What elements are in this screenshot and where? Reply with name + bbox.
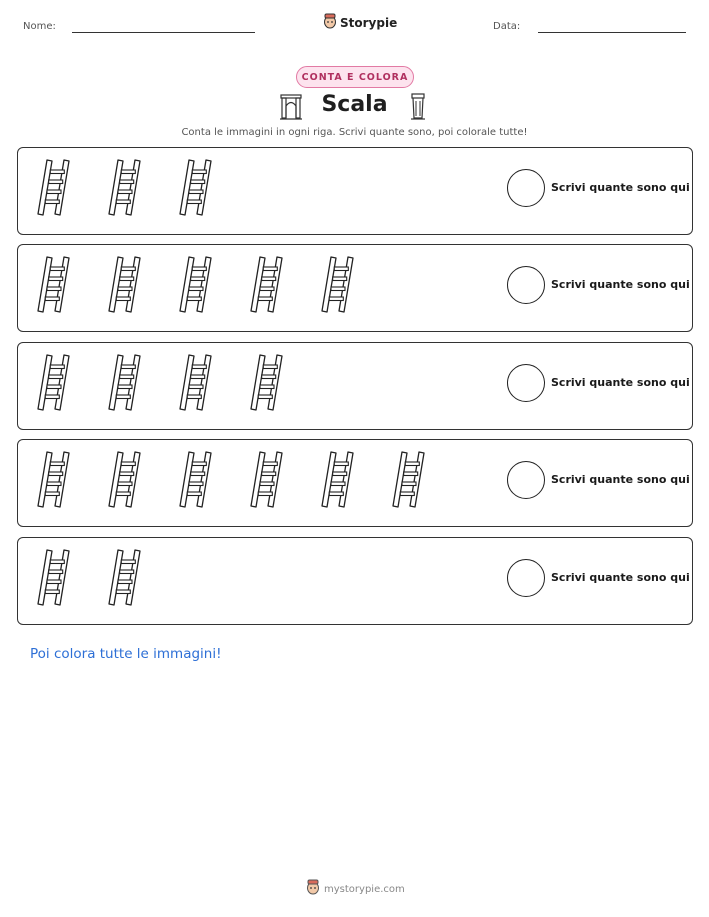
counting-row-2: [17, 244, 693, 332]
ladder-icon: [104, 158, 144, 218]
ladder-icon: [246, 353, 286, 413]
counting-row-5: [17, 537, 693, 625]
footer-url: mystorypie.com: [324, 883, 405, 895]
ladder-icon: [33, 255, 73, 315]
ladder-icon: [175, 158, 215, 218]
ladder-icon: [104, 548, 144, 608]
date-line: [538, 32, 686, 33]
answer-circle[interactable]: [507, 559, 545, 597]
name-label: Nome:: [23, 21, 56, 32]
brand-name: Storypie: [340, 16, 398, 30]
answer-label: Scrivi quante sono qui: [551, 278, 690, 291]
worksheet-header: [0, 0, 709, 50]
instructions: Conta le immagini in ogni riga. Scrivi quante sono, poi colorale tutte!: [181, 127, 528, 138]
tower-icon: [408, 92, 428, 124]
brand-logo: [323, 13, 397, 33]
footer-brand: [306, 879, 405, 899]
title-row: [0, 90, 709, 124]
storypie-logo-icon: [306, 879, 320, 899]
ladder-icon: [33, 158, 73, 218]
ladder-icon: [388, 450, 428, 510]
footer-instruction: Poi colora tutte le immagini!: [30, 646, 222, 662]
ladder-icon: [175, 255, 215, 315]
ladder-icon: [104, 353, 144, 413]
counting-row-1: [17, 147, 693, 235]
answer-circle[interactable]: [507, 266, 545, 304]
answer-circle[interactable]: [507, 461, 545, 499]
ladder-icon: [246, 255, 286, 315]
page-title: Scala: [321, 92, 388, 117]
ladder-icon: [317, 255, 357, 315]
ladder-icon: [175, 353, 215, 413]
ladder-icon: [33, 450, 73, 510]
name-line: [72, 32, 255, 33]
ladder-icon: [246, 450, 286, 510]
ladder-icon: [175, 450, 215, 510]
answer-label: Scrivi quante sono qui: [551, 473, 690, 486]
ladder-icon: [33, 548, 73, 608]
answer-label: Scrivi quante sono qui: [551, 376, 690, 389]
storypie-logo-icon: [323, 13, 337, 33]
counting-row-3: [17, 342, 693, 430]
ladder-icon: [104, 255, 144, 315]
activity-badge: CONTA E COLORA: [296, 66, 414, 88]
date-label: Data:: [493, 21, 521, 32]
answer-circle[interactable]: [507, 364, 545, 402]
ladder-icon: [33, 353, 73, 413]
answer-label: Scrivi quante sono qui: [551, 181, 690, 194]
ladder-icon: [104, 450, 144, 510]
ladder-icon: [317, 450, 357, 510]
answer-label: Scrivi quante sono qui: [551, 571, 690, 584]
counting-row-4: [17, 439, 693, 527]
answer-circle[interactable]: [507, 169, 545, 207]
